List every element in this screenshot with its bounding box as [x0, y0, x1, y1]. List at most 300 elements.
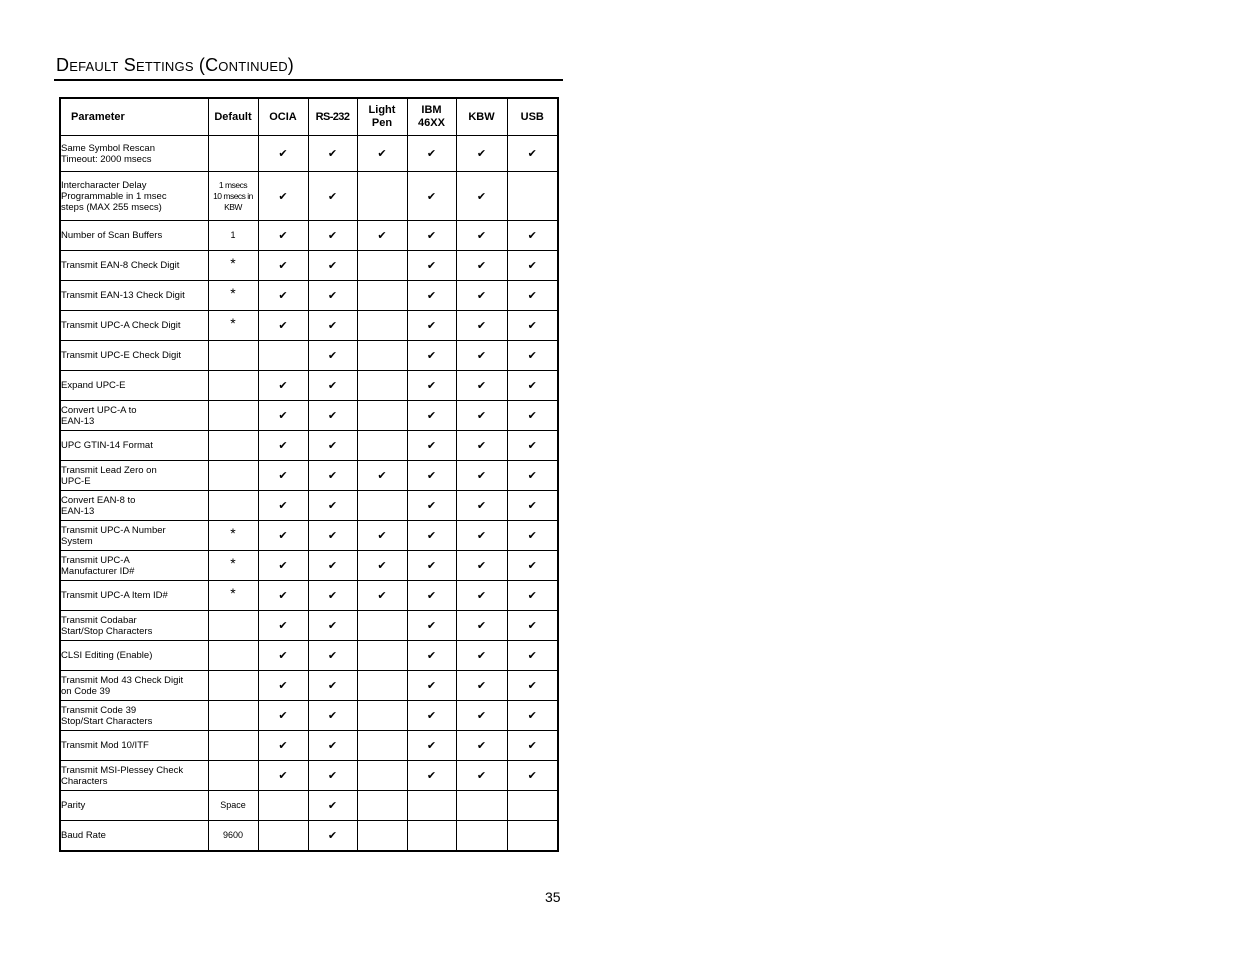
header-row	[60, 98, 558, 136]
checkmark-icon: ✔	[278, 710, 288, 722]
checkmark-icon: ✔	[476, 530, 487, 542]
checkmark-icon: ✔	[327, 590, 338, 602]
support-cell-ocia	[258, 221, 308, 251]
support-cell-rs232	[308, 671, 357, 701]
checkmark-icon: ✔	[426, 470, 437, 482]
checkmark-icon: ✔	[278, 320, 288, 332]
checkmark-icon: ✔	[527, 710, 537, 722]
column-header-kbw: KBW	[456, 98, 507, 136]
checkmark-icon: ✔	[426, 260, 437, 272]
checkmark-icon: ✔	[527, 230, 537, 242]
checkmark-icon: ✔	[527, 740, 537, 752]
support-cell-usb	[507, 431, 558, 461]
support-cell-ocia	[258, 791, 308, 821]
checkmark-icon: ✔	[527, 650, 537, 662]
support-cell-usb	[507, 341, 558, 371]
default-cell	[208, 641, 258, 671]
support-cell-usb	[507, 401, 558, 431]
checkmark-icon: ✔	[377, 530, 387, 542]
support-cell-usb	[507, 611, 558, 641]
parameter-cell: Number of Scan Buffers	[60, 221, 208, 251]
checkmark-icon: ✔	[527, 380, 537, 392]
checkmark-icon: ✔	[278, 190, 288, 203]
table-row	[60, 311, 558, 341]
checkmark-icon: ✔	[527, 470, 537, 482]
default-cell	[208, 701, 258, 731]
title-underline	[54, 79, 563, 81]
support-cell-usb	[507, 221, 558, 251]
checkmark-icon: ✔	[278, 500, 288, 512]
parameter-cell: Transmit Mod 10/ITF	[60, 731, 208, 761]
support-cell-ocia	[258, 731, 308, 761]
support-cell-usb	[507, 701, 558, 731]
checkmark-icon: ✔	[426, 410, 437, 422]
support-cell-ibm-46xx	[407, 581, 456, 611]
checkmark-icon: ✔	[327, 710, 338, 722]
checkmark-icon: ✔	[327, 560, 338, 572]
support-cell-ibm-46xx	[407, 761, 456, 791]
default-cell: 1	[208, 221, 258, 251]
column-header-ibm-46xx: IBM 46XX	[407, 98, 456, 136]
checkmark-icon: ✔	[426, 560, 437, 572]
support-cell-ibm-46xx	[407, 221, 456, 251]
checkmark-icon: ✔	[426, 530, 437, 542]
support-cell-rs232	[308, 221, 357, 251]
parameter-cell: Transmit UPC-A Item ID#	[60, 581, 208, 611]
checkmark-icon: ✔	[476, 410, 487, 422]
support-cell-light-pen	[357, 791, 407, 821]
support-cell-ibm-46xx	[407, 731, 456, 761]
support-cell-rs232	[308, 136, 357, 172]
checkmark-icon: ✔	[278, 740, 288, 752]
support-cell-ibm-46xx	[407, 791, 456, 821]
checkmark-icon: ✔	[426, 350, 437, 362]
default-cell: *	[208, 251, 258, 281]
support-cell-kbw	[456, 136, 507, 172]
parameter-cell: Transmit UPC-A Check Digit	[60, 311, 208, 341]
support-cell-ibm-46xx	[407, 551, 456, 581]
support-cell-kbw	[456, 172, 507, 221]
checkmark-icon: ✔	[278, 680, 288, 692]
support-cell-kbw	[456, 431, 507, 461]
table-row	[60, 641, 558, 671]
support-cell-light-pen	[357, 611, 407, 641]
checkmark-icon: ✔	[527, 410, 537, 422]
checkmark-icon: ✔	[327, 740, 338, 752]
checkmark-icon: ✔	[527, 680, 537, 692]
support-cell-rs232	[308, 371, 357, 401]
support-cell-usb	[507, 821, 558, 851]
support-cell-usb	[507, 281, 558, 311]
checkmark-icon: ✔	[327, 620, 338, 632]
support-cell-light-pen	[357, 371, 407, 401]
support-cell-ibm-46xx	[407, 461, 456, 491]
support-cell-light-pen	[357, 731, 407, 761]
support-cell-usb	[507, 761, 558, 791]
checkmark-icon: ✔	[527, 320, 537, 332]
parameter-cell: Transmit EAN-13 Check Digit	[60, 281, 208, 311]
default-cell	[208, 761, 258, 791]
table-row	[60, 281, 558, 311]
support-cell-rs232	[308, 251, 357, 281]
default-settings-table	[59, 97, 559, 852]
default-cell: *	[208, 551, 258, 581]
checkmark-icon: ✔	[426, 680, 437, 692]
checkmark-icon: ✔	[527, 560, 537, 572]
column-header-light-pen: Light Pen	[357, 98, 407, 136]
support-cell-ocia	[258, 701, 308, 731]
checkmark-icon: ✔	[426, 770, 437, 782]
table-row	[60, 172, 558, 221]
support-cell-ocia	[258, 371, 308, 401]
checkmark-icon: ✔	[327, 650, 338, 662]
support-cell-rs232	[308, 281, 357, 311]
support-cell-light-pen	[357, 491, 407, 521]
support-cell-ibm-46xx	[407, 491, 456, 521]
support-cell-rs232	[308, 491, 357, 521]
support-cell-ocia	[258, 671, 308, 701]
support-cell-ocia	[258, 521, 308, 551]
checkmark-icon: ✔	[278, 380, 288, 392]
support-cell-kbw	[456, 611, 507, 641]
checkmark-icon: ✔	[476, 500, 487, 512]
support-cell-ocia	[258, 136, 308, 172]
support-cell-ibm-46xx	[407, 311, 456, 341]
support-cell-kbw	[456, 761, 507, 791]
checkmark-icon: ✔	[278, 560, 288, 572]
support-cell-light-pen	[357, 431, 407, 461]
support-cell-usb	[507, 491, 558, 521]
parameter-cell: Transmit Codabar Start/Stop Characters	[60, 611, 208, 641]
checkmark-icon: ✔	[327, 230, 338, 242]
table-row	[60, 731, 558, 761]
checkmark-icon: ✔	[476, 148, 487, 160]
table-row	[60, 221, 558, 251]
checkmark-icon: ✔	[327, 440, 338, 452]
checkmark-icon: ✔	[527, 290, 537, 302]
default-cell	[208, 731, 258, 761]
support-cell-ocia	[258, 311, 308, 341]
checkmark-icon: ✔	[476, 680, 487, 692]
table-row	[60, 761, 558, 791]
checkmark-icon: ✔	[527, 440, 537, 452]
support-cell-kbw	[456, 461, 507, 491]
parameter-cell: Transmit Lead Zero on UPC-E	[60, 461, 208, 491]
column-header-default: Default	[208, 98, 258, 136]
support-cell-ocia	[258, 341, 308, 371]
checkmark-icon: ✔	[476, 440, 487, 452]
support-cell-kbw	[456, 311, 507, 341]
support-cell-ocia	[258, 581, 308, 611]
support-cell-ibm-46xx	[407, 611, 456, 641]
support-cell-ibm-46xx	[407, 371, 456, 401]
default-cell: *	[208, 281, 258, 311]
table-row	[60, 371, 558, 401]
support-cell-usb	[507, 461, 558, 491]
checkmark-icon: ✔	[426, 148, 437, 160]
table-row	[60, 611, 558, 641]
support-cell-ibm-46xx	[407, 172, 456, 221]
support-cell-usb	[507, 791, 558, 821]
parameter-cell: Transmit Code 39 Stop/Start Characters	[60, 701, 208, 731]
default-cell: *	[208, 581, 258, 611]
checkmark-icon: ✔	[476, 350, 487, 362]
support-cell-light-pen	[357, 401, 407, 431]
table-body	[60, 136, 558, 851]
checkmark-icon: ✔	[377, 148, 387, 160]
support-cell-ocia	[258, 761, 308, 791]
checkmark-icon: ✔	[426, 710, 437, 722]
checkmark-icon: ✔	[527, 590, 537, 602]
table-row	[60, 521, 558, 551]
checkmark-icon: ✔	[327, 410, 338, 422]
default-cell	[208, 401, 258, 431]
checkmark-icon: ✔	[476, 620, 487, 632]
support-cell-rs232	[308, 551, 357, 581]
default-cell	[208, 136, 258, 172]
checkmark-icon: ✔	[476, 560, 487, 572]
parameter-cell: Transmit Mod 43 Check Digit on Code 39	[60, 671, 208, 701]
checkmark-icon: ✔	[476, 590, 487, 602]
parameter-cell: Convert UPC-A to EAN-13	[60, 401, 208, 431]
support-cell-kbw	[456, 791, 507, 821]
support-cell-ibm-46xx	[407, 641, 456, 671]
checkmark-icon: ✔	[527, 770, 537, 782]
checkmark-icon: ✔	[527, 500, 537, 512]
default-cell	[208, 611, 258, 641]
support-cell-ocia	[258, 281, 308, 311]
support-cell-kbw	[456, 491, 507, 521]
support-cell-light-pen	[357, 461, 407, 491]
support-cell-kbw	[456, 221, 507, 251]
support-cell-ibm-46xx	[407, 401, 456, 431]
support-cell-usb	[507, 731, 558, 761]
checkmark-icon: ✔	[476, 770, 487, 782]
support-cell-light-pen	[357, 251, 407, 281]
default-cell: *	[208, 521, 258, 551]
checkmark-icon: ✔	[278, 590, 288, 602]
column-header-ocia: OCIA	[258, 98, 308, 136]
parameter-cell: Transmit MSI-Plessey Check Characters	[60, 761, 208, 791]
checkmark-icon: ✔	[278, 290, 288, 302]
support-cell-ocia	[258, 251, 308, 281]
support-cell-rs232	[308, 172, 357, 221]
parameter-cell: Convert EAN-8 to EAN-13	[60, 491, 208, 521]
support-cell-usb	[507, 172, 558, 221]
support-cell-kbw	[456, 251, 507, 281]
checkmark-icon: ✔	[327, 800, 338, 812]
parameter-cell: Transmit EAN-8 Check Digit	[60, 251, 208, 281]
checkmark-icon: ✔	[278, 530, 288, 542]
checkmark-icon: ✔	[327, 320, 338, 332]
support-cell-rs232	[308, 581, 357, 611]
support-cell-rs232	[308, 731, 357, 761]
support-cell-light-pen	[357, 311, 407, 341]
table-row	[60, 341, 558, 371]
checkmark-icon: ✔	[327, 829, 338, 842]
table-row	[60, 701, 558, 731]
support-cell-light-pen	[357, 521, 407, 551]
column-header-parameter: Parameter	[60, 98, 208, 136]
support-cell-ocia	[258, 431, 308, 461]
checkmark-icon: ✔	[327, 500, 338, 512]
support-cell-rs232	[308, 431, 357, 461]
support-cell-kbw	[456, 731, 507, 761]
default-cell	[208, 431, 258, 461]
parameter-cell: Transmit UPC-A Manufacturer ID#	[60, 551, 208, 581]
default-cell	[208, 671, 258, 701]
support-cell-light-pen	[357, 761, 407, 791]
default-cell: *	[208, 311, 258, 341]
support-cell-rs232	[308, 341, 357, 371]
default-cell	[208, 341, 258, 371]
support-cell-kbw	[456, 341, 507, 371]
support-cell-usb	[507, 311, 558, 341]
checkmark-icon: ✔	[327, 290, 338, 302]
checkmark-icon: ✔	[327, 680, 338, 692]
checkmark-icon: ✔	[327, 148, 338, 160]
support-cell-ocia	[258, 611, 308, 641]
support-cell-light-pen	[357, 551, 407, 581]
checkmark-icon: ✔	[327, 770, 338, 782]
default-cell: Space	[208, 791, 258, 821]
checkmark-icon: ✔	[426, 440, 437, 452]
checkmark-icon: ✔	[426, 590, 437, 602]
checkmark-icon: ✔	[377, 470, 387, 482]
support-cell-rs232	[308, 461, 357, 491]
default-cell: 9600	[208, 821, 258, 851]
page-title: Default Settings (Continued)	[56, 55, 294, 75]
support-cell-ibm-46xx	[407, 821, 456, 851]
parameter-cell: Transmit UPC-E Check Digit	[60, 341, 208, 371]
support-cell-kbw	[456, 701, 507, 731]
support-cell-light-pen	[357, 671, 407, 701]
support-cell-usb	[507, 136, 558, 172]
table-row	[60, 461, 558, 491]
parameter-cell: Baud Rate	[60, 821, 208, 851]
checkmark-icon: ✔	[476, 470, 487, 482]
default-cell	[208, 491, 258, 521]
support-cell-ocia	[258, 491, 308, 521]
support-cell-kbw	[456, 521, 507, 551]
support-cell-light-pen	[357, 821, 407, 851]
support-cell-light-pen	[357, 221, 407, 251]
checkmark-icon: ✔	[327, 260, 338, 272]
checkmark-icon: ✔	[377, 560, 387, 572]
checkmark-icon: ✔	[426, 380, 437, 392]
table-row	[60, 251, 558, 281]
parameter-cell: Parity	[60, 791, 208, 821]
support-cell-light-pen	[357, 341, 407, 371]
support-cell-rs232	[308, 761, 357, 791]
checkmark-icon: ✔	[476, 290, 487, 302]
support-cell-ocia	[258, 551, 308, 581]
checkmark-icon: ✔	[278, 230, 288, 242]
page-number: 35	[545, 889, 561, 905]
parameter-cell: UPC GTIN-14 Format	[60, 431, 208, 461]
support-cell-light-pen	[357, 136, 407, 172]
support-cell-ocia	[258, 641, 308, 671]
checkmark-icon: ✔	[476, 710, 487, 722]
parameter-cell: Same Symbol Rescan Timeout: 2000 msecs	[60, 136, 208, 172]
support-cell-ibm-46xx	[407, 521, 456, 551]
checkmark-icon: ✔	[278, 148, 288, 160]
support-cell-ibm-46xx	[407, 431, 456, 461]
checkmark-icon: ✔	[278, 620, 288, 632]
support-cell-rs232	[308, 821, 357, 851]
table-row	[60, 671, 558, 701]
checkmark-icon: ✔	[527, 148, 537, 160]
support-cell-ocia	[258, 401, 308, 431]
support-cell-ocia	[258, 461, 308, 491]
table-row	[60, 491, 558, 521]
support-cell-rs232	[308, 641, 357, 671]
parameter-cell: Expand UPC-E	[60, 371, 208, 401]
checkmark-icon: ✔	[327, 350, 338, 362]
support-cell-ibm-46xx	[407, 136, 456, 172]
checkmark-icon: ✔	[327, 530, 338, 542]
checkmark-icon: ✔	[426, 320, 437, 332]
table-row	[60, 136, 558, 172]
default-cell	[208, 461, 258, 491]
support-cell-ocia	[258, 172, 308, 221]
support-cell-rs232	[308, 311, 357, 341]
checkmark-icon: ✔	[327, 470, 338, 482]
checkmark-icon: ✔	[527, 620, 537, 632]
support-cell-ibm-46xx	[407, 251, 456, 281]
table-row	[60, 791, 558, 821]
support-cell-rs232	[308, 401, 357, 431]
checkmark-icon: ✔	[278, 650, 288, 662]
support-cell-usb	[507, 671, 558, 701]
support-cell-light-pen	[357, 581, 407, 611]
support-cell-usb	[507, 551, 558, 581]
support-cell-rs232	[308, 701, 357, 731]
table-row	[60, 821, 558, 851]
checkmark-icon: ✔	[426, 500, 437, 512]
table-row	[60, 401, 558, 431]
support-cell-usb	[507, 521, 558, 551]
checkmark-icon: ✔	[527, 350, 537, 362]
checkmark-icon: ✔	[327, 190, 338, 203]
support-cell-ibm-46xx	[407, 671, 456, 701]
checkmark-icon: ✔	[476, 230, 487, 242]
support-cell-usb	[507, 581, 558, 611]
support-cell-usb	[507, 371, 558, 401]
checkmark-icon: ✔	[527, 530, 537, 542]
default-cell	[208, 371, 258, 401]
support-cell-kbw	[456, 641, 507, 671]
checkmark-icon: ✔	[476, 650, 487, 662]
checkmark-icon: ✔	[377, 230, 387, 242]
parameter-cell: CLSI Editing (Enable)	[60, 641, 208, 671]
support-cell-light-pen	[357, 641, 407, 671]
support-cell-rs232	[308, 611, 357, 641]
support-cell-kbw	[456, 371, 507, 401]
support-cell-light-pen	[357, 172, 407, 221]
support-cell-kbw	[456, 401, 507, 431]
checkmark-icon: ✔	[426, 650, 437, 662]
checkmark-icon: ✔	[278, 470, 288, 482]
support-cell-ibm-46xx	[407, 341, 456, 371]
support-cell-kbw	[456, 581, 507, 611]
checkmark-icon: ✔	[476, 740, 487, 752]
checkmark-icon: ✔	[476, 380, 487, 392]
default-cell: 1 msecs 10 msecs in KBW	[208, 172, 258, 221]
checkmark-icon: ✔	[278, 260, 288, 272]
support-cell-ibm-46xx	[407, 281, 456, 311]
checkmark-icon: ✔	[476, 320, 487, 332]
